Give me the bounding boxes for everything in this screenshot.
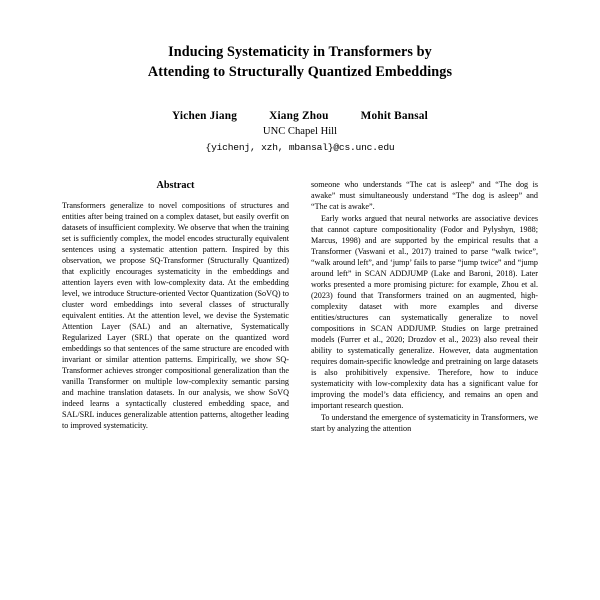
intro-paragraph-1: someone who understands “The cat is asleep” and “The dog is awake” must simultaneously understand “The dog is asleep” and “The cat is awake”. xyxy=(311,180,538,212)
author-2: Xiang Zhou xyxy=(269,110,329,123)
abstract-paragraph: Transformers generalize to novel compositions of structures and entities after being trained on a complex dataset, but easily overfit on datasets of insufficient complexity. We observe that when the training set is sufficiently complex, the model encodes structurally equivalent sentences using a systematic attention pattern. Inspired by this observation, we propose SQ-Transformer (Structurally Quantized) that explicitly encourages systematicity in the embeddings and attention layers even with low-complexity data. At the embedding level, we introduce Structure-oriented Vector Quantization (SoVQ) to cluster word embeddings into several classes of structurally equivalent entities. At the attention level, we devise the Systematic Attention Layer (SAL) and an alternative, Systematically Regularized Layer (SRL) that operate on the quantized word embeddings so that sentences of the same structure are encoded with invariant or similar attention patterns. Empirically, we show SQ-Transformer achieves stronger compositional generalization than the vanilla Transformer on multiple low-complexity semantic parsing and machine translation datasets. In our analysis, we show SoVQ indeed learns a syntactically clustered embedding space, and SAL/SRL induces generalizable attention patterns, altogether leading to improved systematicity. xyxy=(62,201,289,431)
author-1: Yichen Jiang xyxy=(171,110,238,123)
intro-paragraph-3: To understand the emergence of systematicity in Transformers, we start by analyzing the attention xyxy=(311,413,538,434)
body-columns xyxy=(62,179,538,434)
page-title xyxy=(62,42,538,82)
contact-email: {yichenj, xzh, mbansal}@cs.unc.edu xyxy=(205,142,395,154)
title-line-2: Attending to Structurally Quantized Embeddings xyxy=(147,64,453,81)
right-column xyxy=(311,179,538,434)
left-column xyxy=(62,179,289,434)
intro-paragraph-2: Early works argued that neural networks are associative devices that cannot capture compositionality (Fodor and Pylyshyn, 1988; Marcus, 1998) and are supported by the empirical results that a Transformer (Vaswani et al., 2017) trained to parse “walk twice”, “walk around left”, and ‘jump’ fails to parse “jump twice” and “jump around left” in SCAN ADDJUMP (Lake and Baroni, 2018). Later works presented a more promising picture: for example, Zhou et al. (2023) found that Transformers trained on an augmented, high-complexity dataset with more examples and diverse entities/structures can systematically generalize to novel compositions in SCAN ADDJUMP. Studies on large pretrained models (Furrer et al., 2020; Drozdov et al., 2023) also reveal their ability to systematically generalize. However, data augmentation requires domain-specific knowledge and pretraining on large datasets is also prohibitively expensive. Therefore, how to induce systematicity with low-complexity data has a significant value for improving the model’s data efficiency, and remains an open and important research question. xyxy=(311,214,538,411)
affiliation: UNC Chapel Hill xyxy=(262,126,338,138)
author-3: Mohit Bansal xyxy=(360,110,428,123)
title-line-1: Inducing Systematicity in Transformers by xyxy=(168,44,432,60)
author-list xyxy=(62,110,538,122)
abstract-heading: Abstract xyxy=(156,180,195,192)
